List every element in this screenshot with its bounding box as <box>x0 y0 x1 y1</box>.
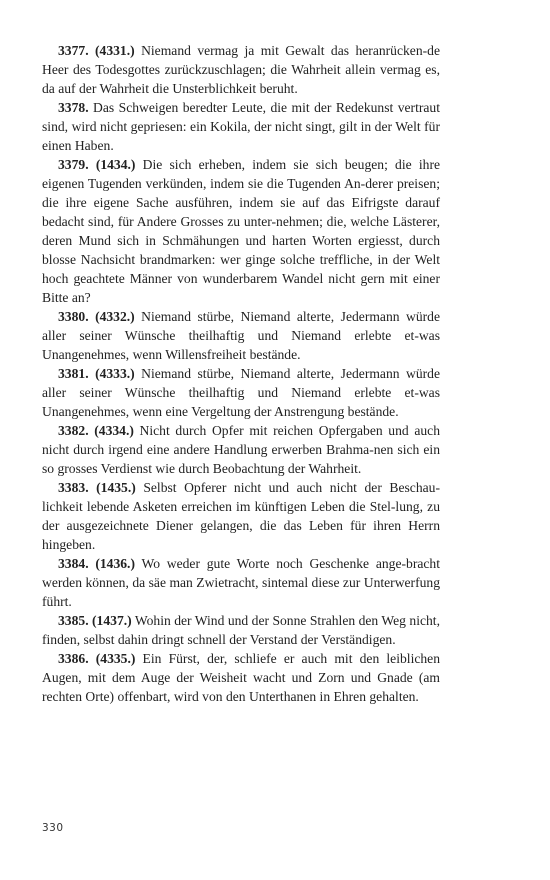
entry-reference: (4333.) <box>95 366 135 381</box>
entry-text: Das Schweigen beredter Leute, die mit der Redekunst vertraut sind, wird nicht gepriesen: ein Kokila, der nicht singt, gilt in der Welt für einen Haben. <box>42 100 440 153</box>
entry-reference: (4335.) <box>95 651 136 666</box>
entry-number: 3386. <box>58 651 89 666</box>
entry-number: 3384. <box>58 556 89 571</box>
entry-3379 <box>42 155 440 307</box>
entry-number: 3379. <box>58 157 89 172</box>
entry-text: Niemand vermag ja mit Gewalt das heranrücken-de Heer des Todesgottes zurückzuschlagen; die Wahrheit allein vermag es, da auf der Wahrheit die Unsterblichkeit beruht. <box>42 43 440 96</box>
entry-text: Die sich erheben, indem sie sich beugen; die ihre eigenen Tugenden verkünden, indem sie die Tugenden An-derer preisen; die ihre eigene Sache ausführen, indem sie auf das Eifrigste darauf bedacht sind, für Andere Grosses zu unter-nehmen; die, welche Lästerer, deren Mund sich in Schmähungen und harten Worten ergiesst, durch blosse Nachsicht brandmarken: wer ginge solche treffliche, in der Welt hoch geachtete Männer von wunderbarem Wandel nicht gern mit einer Bitte an? <box>42 157 440 305</box>
entry-reference: (4331.) <box>95 43 135 58</box>
entry-text: Selbst Opferer nicht und auch nicht der Beschau-lichkeit lebende Asketen erreichen im künftigen Leben die Stel-lung, zu der ausgezeichnete Diener gelangen, die das Leben für ihren Herrn hingeben. <box>42 480 440 552</box>
entry-3378 <box>42 98 440 155</box>
entry-reference: (4334.) <box>94 423 134 438</box>
entry-number: 3382. <box>58 423 89 438</box>
entry-number: 3378. <box>58 100 89 115</box>
entry-reference: (1435.) <box>96 480 136 495</box>
entry-3381 <box>42 364 440 421</box>
entry-number: 3377. <box>58 43 89 58</box>
page-body <box>42 41 440 706</box>
entry-text: Wo weder gute Worte noch Geschenke ange-bracht werden können, da säe man Zwietracht, sintemal diese zur Unterwerfung führt. <box>42 556 440 609</box>
entry-text: Wohin der Wind und der Sonne Strahlen den Weg nicht, finden, selbst dahin dringt schnell der Verstand der Verständigen. <box>42 613 440 647</box>
entry-3382 <box>42 421 440 478</box>
entry-3380 <box>42 307 440 364</box>
entry-number: 3383. <box>58 480 89 495</box>
entry-reference: (1437.) <box>92 613 132 628</box>
page-number: 330 <box>42 822 64 834</box>
entry-number: 3380. <box>58 309 89 324</box>
entry-text: Ein Fürst, der, schliefe er auch mit den leiblichen Augen, mit dem Auge der Weisheit wacht und Zorn und Gnade (am rechten Orte) offenbart, wird von den Unterthanen in Ehren gehalten. <box>42 651 441 704</box>
entry-number: 3385. <box>58 613 89 628</box>
entry-reference: (4332.) <box>95 309 135 324</box>
entry-reference: (1436.) <box>95 556 135 571</box>
entry-3383 <box>42 478 440 554</box>
entry-text: Niemand stürbe, Niemand alterte, Jedermann würde aller seiner Wünsche theilhaftig und Niemand erlebte et-was Unangenehmes, wenn Willensfreiheit bestände. <box>42 309 440 362</box>
entry-3377 <box>42 41 440 98</box>
entry-3384 <box>42 554 440 611</box>
entry-number: 3381. <box>58 366 89 381</box>
entry-text: Nicht durch Opfer mit reichen Opfergaben und auch nicht durch irgend eine andere Handlung erwerben Brahma-nen sich ein so grosses Verdienst wie durch Beobachtung der Wahrheit. <box>42 423 441 476</box>
entry-3386 <box>42 649 440 706</box>
entry-text: Niemand stürbe, Niemand alterte, Jedermann würde aller seiner Wünsche theilhaftig und Niemand erlebte et-was Unangenehmes, wenn eine Vergeltung der Anstrengung bestände. <box>42 366 440 419</box>
entry-3385 <box>42 611 440 649</box>
entry-reference: (1434.) <box>95 157 136 172</box>
